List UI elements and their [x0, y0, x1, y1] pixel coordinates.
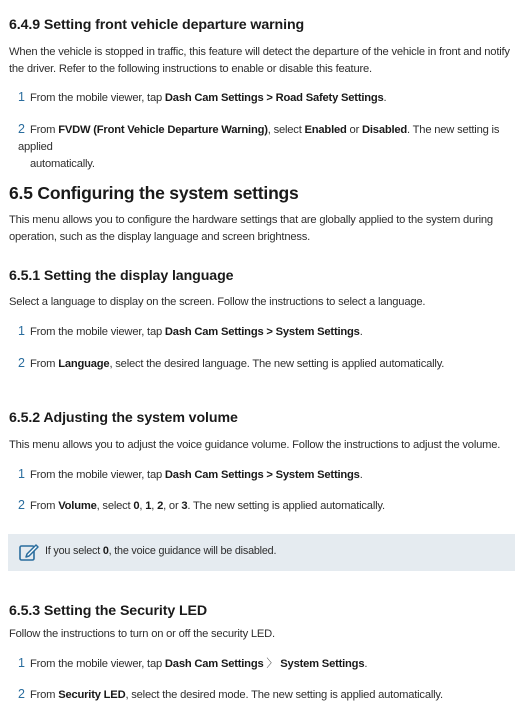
heading-6-5-3: 6.5.3 Setting the Security LED — [9, 603, 208, 619]
step-number: 2 — [18, 122, 25, 136]
heading-6-5-2: 6.5.2 Adjusting the system volume — [9, 410, 238, 426]
heading-6-5-1: 6.5.1 Setting the display language — [9, 268, 234, 284]
step-6-5-1-1: 1 From the mobile viewer, tap Dash Cam Settings > System Settings. — [18, 324, 363, 338]
step-6-5-2-1: 1 From the mobile viewer, tap Dash Cam Settings > System Settings. — [18, 467, 363, 481]
note-pencil-icon — [18, 542, 40, 562]
step-6-5-3-2: 2 From Security LED, select the desired mode. The new setting is applied automatically. — [18, 687, 443, 701]
step-6-5-1-2: 2 From Language, select the desired language. The new setting is applied automatically. — [18, 356, 445, 370]
intro-6-4-9: When the vehicle is stopped in traffic, this feature will detect the departure of the vehicle in front and notify the driver. Refer to the following instructions to enable or disable this feature. — [9, 46, 510, 75]
step-6-5-2-2: 2 From Volume, select 0, 1, 2, or 3. The new setting is applied automatically. — [18, 498, 385, 512]
step-6-4-9-1: 1 From the mobile viewer, tap Dash Cam Settings > Road Safety Settings. — [18, 90, 387, 104]
heading-6-5: 6.5 Configuring the system settings — [9, 183, 299, 203]
step-6-4-9-2: 2 From FVDW (Front Vehicle Departure Warning), select Enabled or Disabled. The new setting is applied automatically. — [18, 122, 500, 170]
intro-6-5-2: This menu allows you to adjust the voice guidance volume. Follow the instructions to adjust the volume. — [9, 439, 501, 451]
intro-6-5: This menu allows you to configure the hardware settings that are globally applied to the system during operation, such as the display language and screen brightness. — [9, 214, 493, 243]
heading-6-4-9: 6.4.9 Setting front vehicle departure warning — [9, 17, 305, 33]
step-number: 1 — [18, 467, 25, 481]
note-box — [8, 534, 515, 571]
step-number: 2 — [18, 498, 25, 512]
step-6-5-3-1: 1 From the mobile viewer, tap Dash Cam Settings 〉 System Settings. — [18, 656, 368, 670]
intro-6-5-1: Select a language to display on the screen. Follow the instructions to select a language. — [9, 296, 426, 308]
step-number: 2 — [18, 356, 25, 370]
note-text: If you select 0, the voice guidance will be disabled. — [45, 545, 277, 557]
step-number: 1 — [18, 90, 25, 104]
intro-6-5-3: Follow the instructions to turn on or off the security LED. — [9, 628, 275, 640]
step-number: 1 — [18, 656, 25, 670]
step-number: 1 — [18, 324, 25, 338]
step-number: 2 — [18, 687, 25, 701]
